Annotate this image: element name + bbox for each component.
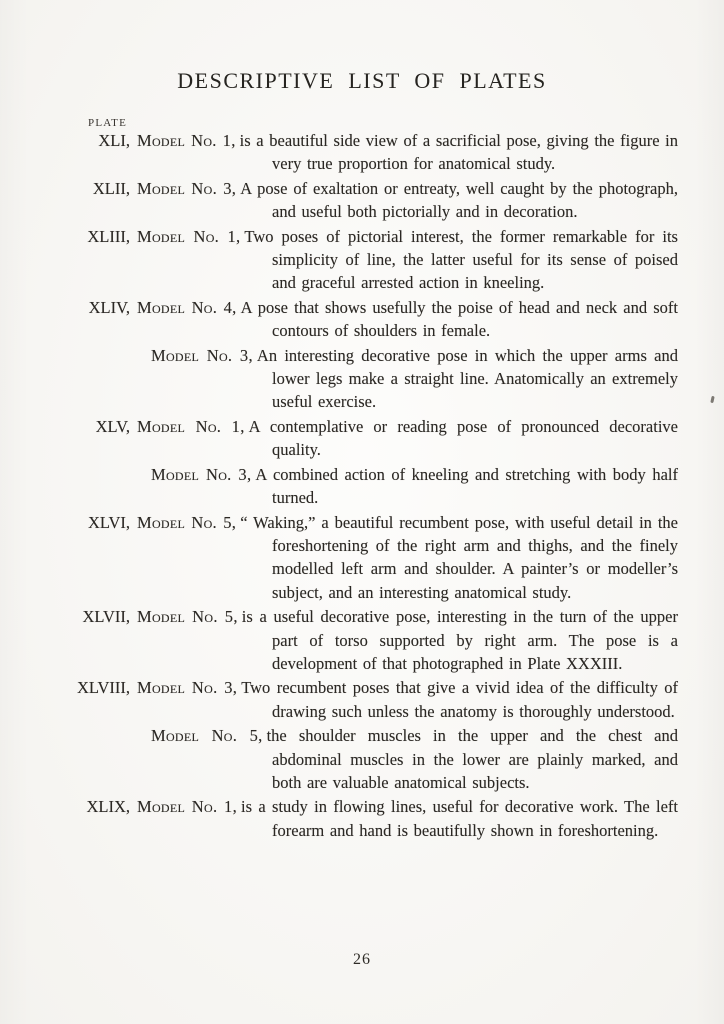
- plate-description: A combined action of kneeling and stretching with body half turned.: [255, 464, 678, 508]
- plate-entry-xlvii: [60, 605, 678, 675]
- model-label: Model No. 1,: [137, 226, 241, 246]
- scan-speck: [710, 396, 714, 403]
- plate-column-label: PLATE: [88, 117, 127, 129]
- plate-entry-xlviii-model-5: [60, 724, 678, 794]
- plate-entry-xlix: [60, 795, 678, 842]
- plate-number: XLV,: [95, 416, 130, 436]
- model-label: Model No. 5,: [137, 607, 238, 627]
- plate-number: XLVI,: [87, 512, 130, 532]
- plate-description: is a useful decorative pose, interesting in the turn of the upper part of torso supported by right arm. The pose is a development of that photographed in Plate XXXIII.: [241, 607, 678, 673]
- model-label: Model No. 4,: [137, 297, 237, 317]
- plate-entry-xlii: [60, 177, 678, 224]
- model-label: Model No. 3,: [137, 678, 238, 698]
- model-label: Model No. 3,: [151, 464, 252, 484]
- plate-number: XLII,: [92, 178, 130, 198]
- plate-entry-xliii: [60, 225, 678, 295]
- model-label: Model No. 3,: [137, 178, 237, 198]
- plate-description: is a study in flowing lines, useful for decorative work. The left forearm and hand is beautifully shown in foreshortening.: [241, 797, 678, 840]
- plate-entry-xlviii: [60, 676, 678, 723]
- plate-entry-xlv-model-3: [60, 463, 678, 510]
- plate-entry-xli: [60, 129, 678, 176]
- plate-list: [60, 129, 678, 843]
- plate-description: is a beautiful side view of a sacrificial pose, giving the figure in very true proportion for anatomical study.: [239, 131, 678, 174]
- plate-number: XLIV,: [88, 297, 130, 317]
- plate-number: XLIX,: [86, 797, 130, 817]
- model-label: Model No. 1,: [137, 797, 238, 817]
- plate-description: A contemplative or reading pose of pronounced decorative quality.: [248, 416, 678, 460]
- model-label: Model No. 1,: [137, 416, 245, 436]
- plate-description: Two recumbent poses that give a vivid idea of the difficulty of drawing such unless the anatomy is thoroughly understood.: [241, 678, 678, 721]
- model-label: Model No. 3,: [151, 345, 253, 365]
- plate-entry-xliv-model-3: [60, 344, 678, 414]
- plate-entry-xliv: [60, 296, 678, 343]
- plate-entry-xlvi: [60, 511, 678, 605]
- page-title: DESCRIPTIVE LIST OF PLATES: [177, 68, 547, 93]
- model-label: Model No. 5,: [151, 726, 263, 746]
- plate-number: XLIII,: [87, 226, 130, 246]
- plate-description: A pose that shows usefully the poise of head and neck and soft contours of shoulders in female.: [240, 297, 678, 341]
- plate-number: XLVII,: [82, 607, 130, 627]
- model-label: Model No. 1,: [137, 131, 236, 150]
- plate-number: XLI,: [98, 131, 130, 150]
- plate-entry-xlv: [60, 415, 678, 462]
- plate-description: A pose of exaltation or entreaty, well caught by the photograph, and useful both pictorially and in decoration.: [240, 178, 678, 222]
- plate-description: “ Waking,” a beautiful recumbent pose, with useful detail in the foreshortening of the right arm and thighs, and the finely modelled left arm and shoulder. A painter’s or modeller’s subject, and an interesting anatomical study.: [240, 512, 678, 602]
- model-label: Model No. 5,: [137, 512, 237, 532]
- plate-description: An interesting decorative pose in which the upper arms and lower legs make a straight line. Anatomically an extremely useful exercise.: [256, 345, 678, 412]
- plate-description: Two poses of pictorial interest, the former remarkable for its simplicity of line, the latter useful for its sense of poised and graceful arrested action in kneeling.: [244, 226, 678, 293]
- plate-description: the shoulder muscles in the upper and the chest and abdominal muscles in the lower are plainly marked, and both are valuable anatomical subjects.: [266, 726, 678, 792]
- page-number: 26: [353, 951, 371, 968]
- plate-number: XLVIII,: [76, 678, 130, 698]
